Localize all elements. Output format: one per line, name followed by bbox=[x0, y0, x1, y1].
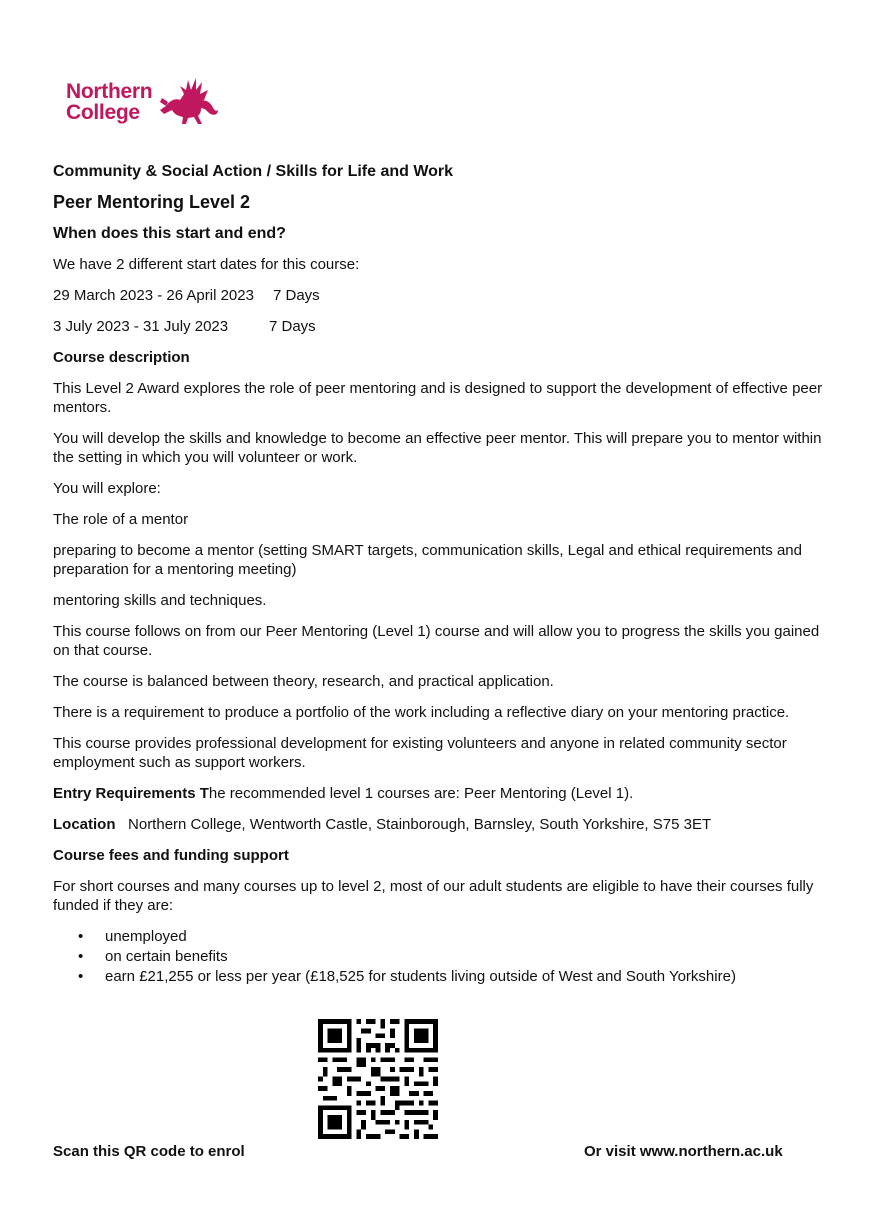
paragraph: You will develop the skills and knowledge to become an effective peer mentor. This will prepare you to mentor within the setting in which you will volunteer or work. bbox=[53, 430, 822, 466]
fees-intro: For short courses and many courses up to level 2, most of our adult students are eligible to have their courses fully funded if they are: bbox=[53, 878, 814, 914]
page-title: Peer Mentoring Level 2 bbox=[53, 192, 251, 212]
paragraph: The role of a mentor bbox=[53, 511, 189, 528]
fees-heading: Course fees and funding support bbox=[53, 847, 289, 864]
list-item bbox=[78, 927, 823, 947]
date-duration-2: 7 Days bbox=[269, 318, 316, 335]
paragraph: You will explore: bbox=[53, 480, 161, 497]
description-heading: Course description bbox=[53, 349, 190, 366]
list-item bbox=[78, 947, 823, 967]
date-range-2: 3 July 2023 - 31 July 2023 bbox=[53, 318, 229, 335]
date-range-1: 29 March 2023 - 26 April 2023 bbox=[53, 287, 254, 304]
paragraph: preparing to become a mentor (setting SMART targets, communication skills, Legal and ethical requirements and preparation for a mentoring meeting) bbox=[53, 542, 802, 578]
paragraph: The course is balanced between theory, research, and practical application. bbox=[53, 673, 554, 690]
paragraph: This Level 2 Award explores the role of peer mentoring and is designed to support the development of effective peer mentors. bbox=[53, 380, 823, 416]
eligibility-list bbox=[53, 927, 823, 987]
bullet-icon: • bbox=[78, 968, 84, 985]
paragraph: There is a requirement to produce a portfolio of the work including a reflective diary on your mentoring practice. bbox=[53, 704, 790, 721]
paragraph: mentoring skills and techniques. bbox=[53, 592, 267, 609]
date-row-1 bbox=[53, 286, 823, 305]
date-row-2 bbox=[53, 317, 823, 336]
entry-label: Entry Requirements T bbox=[53, 785, 209, 802]
location bbox=[53, 815, 823, 834]
dragon-icon bbox=[158, 76, 220, 128]
when-heading: When does this start and end? bbox=[53, 225, 286, 242]
main-content bbox=[53, 162, 823, 987]
paragraph: This course follows on from our Peer Mentoring (Level 1) course and will allow you to progress the skills you gained on that course. bbox=[53, 623, 820, 659]
logo-wordmark bbox=[66, 81, 152, 123]
location-text: Northern College, Wentworth Castle, Stainborough, Barnsley, South Yorkshire, S75 3ET bbox=[128, 816, 712, 833]
paragraph: This course provides professional development for existing volunteers and anyone in related community sector employment such as support workers. bbox=[53, 735, 787, 771]
list-item-text: on certain benefits bbox=[105, 948, 228, 965]
qr-code-icon[interactable] bbox=[318, 1019, 438, 1139]
scan-qr-caption: Scan this QR code to enrol bbox=[53, 1143, 245, 1160]
website-link[interactable]: Or visit www.northern.ac.uk bbox=[584, 1143, 783, 1160]
start-intro: We have 2 different start dates for this course: bbox=[53, 256, 360, 273]
list-item-text: earn £21,255 or less per year (£18,525 for students living outside of West and South Yorkshire) bbox=[105, 968, 736, 985]
list-item-text: unemployed bbox=[105, 928, 187, 945]
breadcrumb: Community & Social Action / Skills for Life and Work bbox=[53, 163, 454, 180]
location-label: Location bbox=[53, 816, 116, 833]
northern-college-logo[interactable] bbox=[66, 76, 220, 128]
entry-text: he recommended level 1 courses are: Peer Mentoring (Level 1). bbox=[208, 785, 634, 802]
date-duration-1: 7 Days bbox=[273, 287, 320, 304]
list-item bbox=[78, 967, 823, 987]
bullet-icon: • bbox=[78, 928, 84, 945]
entry-requirements bbox=[53, 784, 823, 803]
bullet-icon: • bbox=[78, 948, 84, 965]
logo-line-1: Northern bbox=[66, 80, 153, 103]
logo-line-2: College bbox=[66, 101, 140, 124]
